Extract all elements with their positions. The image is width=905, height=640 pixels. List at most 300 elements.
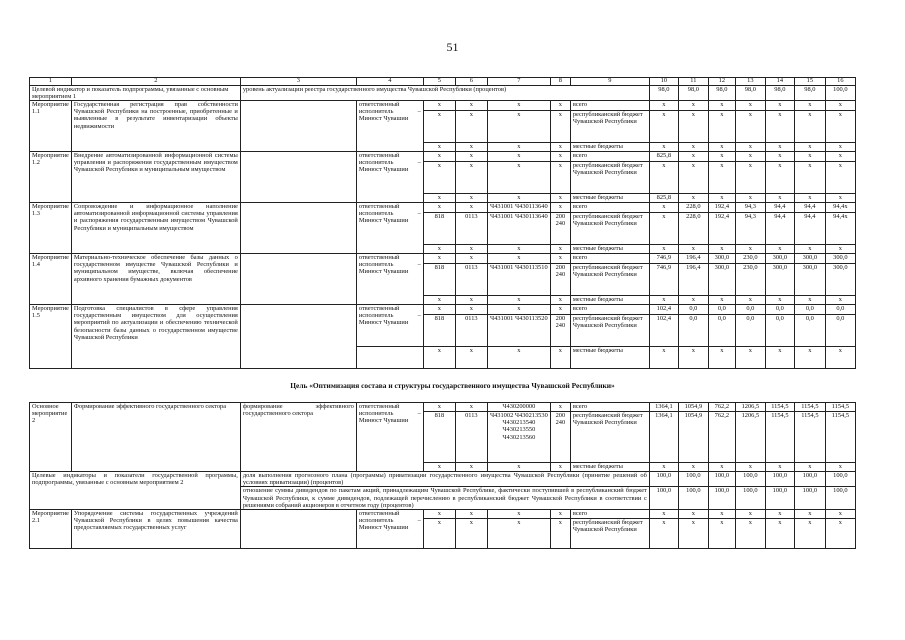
column-number: 6 — [455, 78, 487, 86]
year-value: x — [735, 245, 765, 254]
year-value: x — [765, 194, 794, 203]
measure-id: Мероприятие 2.1 — [30, 509, 72, 548]
measure-responsible: ответственный исполнитель – Минюст Чувашии — [356, 254, 423, 305]
year-value: 94,4 — [765, 213, 794, 245]
funding-source: всего — [570, 152, 649, 162]
year-value: x — [708, 509, 735, 518]
target-article-code: x — [487, 254, 550, 264]
section-code: x — [455, 509, 487, 518]
target-article-code: Ч431001 Ч430113640 — [487, 213, 550, 245]
year-value: x — [735, 143, 765, 152]
year-value: 0,0 — [735, 305, 765, 315]
target-article-code: x — [487, 518, 550, 548]
indicator2-value: 100,0 — [649, 487, 678, 510]
year-value: 0,0 — [765, 305, 794, 315]
measure-description: Формирование эффективного государственного сектора — [71, 403, 240, 472]
indicator1-value: 98,0 — [794, 85, 825, 100]
indicator2-text: доля выполнения прогнозного плана (программы) приватизации государственного имущества Чувашской Республики (принятие решений об условиях приватизации) (процентов) — [240, 472, 649, 487]
year-value: x — [825, 296, 855, 305]
goal-title: Цель «Оптимизация состава и структуры государственного имущества Чувашской Республики» — [290, 381, 615, 390]
expense-type-code: 200 240 — [550, 264, 570, 296]
gov-code: x — [423, 203, 455, 213]
year-value: x — [735, 347, 765, 369]
indicator1-value: 98,0 — [649, 85, 678, 100]
target-article-code: x — [487, 245, 550, 254]
year-value: 102,4 — [649, 305, 678, 315]
year-value: 0,0 — [708, 315, 735, 347]
gov-code: 818 — [423, 264, 455, 296]
year-value: x — [678, 518, 708, 548]
year-value: x — [649, 509, 678, 518]
target-article-code: x — [487, 347, 550, 369]
year-value: x — [794, 245, 825, 254]
expense-type-code: x — [550, 143, 570, 152]
measure-id: Мероприятие 1.1 — [30, 101, 72, 152]
column-number: 16 — [825, 78, 855, 86]
target-article-code: x — [487, 143, 550, 152]
measure-description: Сопровождение и информационное наполнение автоматизированной информационной системы управления и распоряжения государственным имуществом Чувашской Республики и муниципальным имуществом — [71, 203, 240, 254]
year-value: x — [825, 111, 855, 143]
indicator2-value: 100,0 — [825, 487, 855, 510]
year-value: x — [735, 162, 765, 194]
target-article-code: x — [487, 509, 550, 518]
indicator2-value: 100,0 — [678, 472, 708, 487]
year-value: 228,0 — [678, 203, 708, 213]
column-number-row — [30, 78, 856, 86]
section-code: 0113 — [455, 213, 487, 245]
column-number: 11 — [678, 78, 708, 86]
year-value: x — [678, 347, 708, 369]
year-value: 300,0 — [765, 264, 794, 296]
section-code: x — [455, 518, 487, 548]
year-value: 0,0 — [765, 315, 794, 347]
year-value: x — [765, 245, 794, 254]
program-table-part1 — [29, 77, 856, 369]
year-value: x — [708, 245, 735, 254]
table-row — [30, 509, 856, 518]
year-value: x — [678, 463, 708, 472]
year-value: x — [794, 111, 825, 143]
year-value: 94,3 — [735, 203, 765, 213]
year-value: 1206,5 — [735, 412, 765, 463]
measure-goal — [240, 152, 356, 203]
indicator2-value: 100,0 — [765, 487, 794, 510]
year-value: x — [735, 152, 765, 162]
year-value: x — [708, 152, 735, 162]
funding-source: местные бюджеты — [570, 463, 649, 472]
expense-type-code: x — [550, 403, 570, 412]
year-value: x — [649, 347, 678, 369]
year-value: 825,8 — [649, 194, 678, 203]
indicator2-label: Целевые индикаторы и показатели государственной программы, подпрограммы, увязанные с основным мероприятием 2 — [30, 472, 241, 510]
funding-source: всего — [570, 203, 649, 213]
column-number: 13 — [735, 78, 765, 86]
year-value: 230,0 — [735, 254, 765, 264]
indicator1-text: уровень актуализации реестра государственного имущества Чувашской Республики (процентов) — [240, 85, 649, 100]
target-article-code: Ч431001 Ч430113640 — [487, 203, 550, 213]
year-value: x — [765, 101, 794, 111]
year-value: 300,0 — [794, 254, 825, 264]
measure-responsible: ответственный исполнитель – Минюст Чувашии — [356, 403, 423, 472]
year-value: 1154,5 — [794, 403, 825, 412]
year-value: 1206,5 — [735, 403, 765, 412]
year-value: x — [649, 203, 678, 213]
indicator2-value: 100,0 — [794, 487, 825, 510]
year-value: x — [825, 194, 855, 203]
year-value: 300,0 — [825, 264, 855, 296]
year-value: 0,0 — [708, 305, 735, 315]
year-value: 94,4 — [794, 213, 825, 245]
year-value: x — [735, 101, 765, 111]
section-code: x — [455, 296, 487, 305]
year-value: x — [735, 463, 765, 472]
column-number: 14 — [765, 78, 794, 86]
funding-source: республиканский бюджет Чувашской Республики — [570, 315, 649, 347]
funding-source: местные бюджеты — [570, 347, 649, 369]
measure-responsible: ответственный исполнитель – Минюст Чувашии — [356, 305, 423, 347]
year-value: 102,4 — [649, 315, 678, 347]
year-value: 746,9 — [649, 254, 678, 264]
funding-source: республиканский бюджет Чувашской Республики — [570, 264, 649, 296]
year-value: x — [678, 152, 708, 162]
target-article-code: x — [487, 305, 550, 315]
year-value: 300,0 — [708, 264, 735, 296]
funding-source: всего — [570, 305, 649, 315]
gov-code: 818 — [423, 213, 455, 245]
year-value: x — [708, 111, 735, 143]
column-number: 2 — [71, 78, 240, 86]
measure-goal — [240, 101, 356, 152]
indicator2-value: 100,0 — [649, 472, 678, 487]
expense-type-code: 200 240 — [550, 412, 570, 463]
program-table-part2 — [29, 402, 856, 549]
column-number: 1 — [30, 78, 72, 86]
measure-responsible: ответственный исполнитель – Минюст Чувашии — [356, 152, 423, 203]
year-value: x — [649, 101, 678, 111]
year-value: x — [765, 347, 794, 369]
year-value: 300,0 — [708, 254, 735, 264]
year-value: 300,0 — [794, 264, 825, 296]
year-value: x — [794, 509, 825, 518]
year-value: 1154,5 — [765, 412, 794, 463]
year-value: 1154,5 — [825, 403, 855, 412]
year-value: x — [708, 143, 735, 152]
year-value: x — [678, 245, 708, 254]
year-value: 192,4 — [708, 213, 735, 245]
year-value: x — [708, 518, 735, 548]
section-code: x — [455, 203, 487, 213]
funding-source: республиканский бюджет Чувашской Республики — [570, 111, 649, 143]
expense-type-code: 200 240 — [550, 315, 570, 347]
year-value: 746,9 — [649, 264, 678, 296]
funding-source: республиканский бюджет Чувашской Республики — [570, 162, 649, 194]
column-number: 10 — [649, 78, 678, 86]
year-value: 0,0 — [678, 305, 708, 315]
year-value: 94,4x — [825, 203, 855, 213]
year-value: 0,0 — [735, 315, 765, 347]
indicator1-value: 100,0 — [825, 85, 855, 100]
section-code: x — [455, 143, 487, 152]
year-value: 1054,9 — [678, 403, 708, 412]
column-number: 8 — [550, 78, 570, 86]
expense-type-code: x — [550, 296, 570, 305]
measure-id: Мероприятие 1.4 — [30, 254, 72, 305]
section-code: x — [455, 254, 487, 264]
target-article-code: x — [487, 162, 550, 194]
year-value: x — [794, 162, 825, 194]
gov-code: x — [423, 305, 455, 315]
indicator1-row — [30, 85, 856, 100]
year-value: 1364,1 — [649, 412, 678, 463]
year-value: x — [825, 162, 855, 194]
gov-code: x — [423, 403, 455, 412]
gov-code: x — [423, 194, 455, 203]
target-article-code: x — [487, 101, 550, 111]
indicator2-value: 100,0 — [678, 487, 708, 510]
section-code: x — [455, 403, 487, 412]
expense-type-code: x — [550, 463, 570, 472]
section-code: 0113 — [455, 315, 487, 347]
year-value: x — [765, 143, 794, 152]
column-number: 15 — [794, 78, 825, 86]
year-value: x — [794, 101, 825, 111]
page-number: 51 — [446, 40, 459, 54]
year-value: x — [708, 347, 735, 369]
target-article-code: Ч431001 Ч430113520 — [487, 315, 550, 347]
target-article-code: Ч431002 Ч430213530 Ч430213540 Ч430213550 Ч430213560 — [487, 412, 550, 463]
year-value: x — [649, 162, 678, 194]
year-value: 230,0 — [735, 264, 765, 296]
funding-source: республиканский бюджет Чувашской Республики — [570, 213, 649, 245]
section-code: 0113 — [455, 264, 487, 296]
expense-type-code: x — [550, 509, 570, 518]
column-number: 7 — [487, 78, 550, 86]
expense-type-code: x — [550, 162, 570, 194]
year-value: x — [794, 347, 825, 369]
year-value: 192,4 — [708, 203, 735, 213]
measure-description: Государственная регистрация прав собственности Чувашской Республики на построенные, приобретенные и выявленные в результате инвентаризации объекты недвижимости — [71, 101, 240, 152]
measure-description: Упорядочение системы государственных учреждений Чувашской Республики в целях повышения качества предоставляемых государственных услуг — [71, 509, 240, 548]
year-value: 1054,9 — [678, 412, 708, 463]
year-value: 0,0 — [825, 315, 855, 347]
year-value: x — [825, 518, 855, 548]
year-value: x — [649, 143, 678, 152]
indicator2-value: 100,0 — [735, 487, 765, 510]
year-value: 300,0 — [765, 254, 794, 264]
year-value: 94,4x — [825, 213, 855, 245]
gov-code: x — [423, 254, 455, 264]
expense-type-code: 200 240 — [550, 213, 570, 245]
year-value: 300,0 — [825, 254, 855, 264]
column-number: 12 — [708, 78, 735, 86]
gov-code: x — [423, 162, 455, 194]
column-number: 4 — [356, 78, 423, 86]
gov-code: 818 — [423, 315, 455, 347]
table-row — [30, 254, 856, 264]
year-value: x — [735, 111, 765, 143]
gov-code: x — [423, 347, 455, 369]
column-number: 5 — [423, 78, 455, 86]
year-value: x — [649, 213, 678, 245]
year-value: x — [825, 152, 855, 162]
indicator1-value: 98,0 — [708, 85, 735, 100]
measure-description: Подготовка специалистов в сфере управления государственным имуществом для осуществления мероприятий по актуализации и обеспечению технической безопасности базы данных о государственном имуществе Чувашской Республики — [71, 305, 240, 369]
gov-code: x — [423, 143, 455, 152]
measure-goal — [240, 203, 356, 254]
funding-source: республиканский бюджет Чувашской Республики — [570, 518, 649, 548]
year-value: x — [678, 509, 708, 518]
section-code: 0113 — [455, 412, 487, 463]
year-value: 94,4 — [794, 203, 825, 213]
year-value: x — [794, 296, 825, 305]
measure-responsible: ответственный исполнитель – Минюст Чувашии — [356, 509, 423, 548]
indicator2-value: 100,0 — [735, 472, 765, 487]
indicator2-value: 100,0 — [708, 487, 735, 510]
column-number: 9 — [570, 78, 649, 86]
year-value: x — [708, 101, 735, 111]
measure-goal — [240, 509, 356, 548]
measure-description: Материально-техническое обеспечение базы данных о государственном имуществе Чувашской Республики и муниципальном имуществе, включая обеспечение архивного хранения бумажных документов — [71, 254, 240, 305]
target-article-code: x — [487, 152, 550, 162]
year-value: x — [794, 152, 825, 162]
gov-code: x — [423, 518, 455, 548]
year-value: x — [825, 463, 855, 472]
section-code: x — [455, 463, 487, 472]
target-article-code: x — [487, 194, 550, 203]
year-value: x — [649, 518, 678, 548]
gov-code: x — [423, 101, 455, 111]
year-value: x — [735, 296, 765, 305]
measure-description: Внедрение автоматизированной информационной системы управления и распоряжения государственным имуществом Чувашской Республики и муниципальным имуществом — [71, 152, 240, 203]
section-code: x — [455, 245, 487, 254]
year-value: x — [825, 509, 855, 518]
measure-goal — [240, 305, 356, 369]
year-value: x — [765, 162, 794, 194]
year-value: x — [794, 463, 825, 472]
expense-type-code: x — [550, 203, 570, 213]
funding-source: всего — [570, 509, 649, 518]
gov-code: x — [423, 296, 455, 305]
measure-responsible: ответственный исполнитель – Минюст Чувашии — [356, 101, 423, 152]
year-value: x — [825, 347, 855, 369]
year-value: x — [765, 463, 794, 472]
expense-type-code: x — [550, 245, 570, 254]
year-value: x — [678, 143, 708, 152]
year-value: 1154,5 — [765, 403, 794, 412]
year-value: 762,2 — [708, 412, 735, 463]
year-value: 228,0 — [678, 213, 708, 245]
year-value: x — [678, 296, 708, 305]
measure-id: Основное мероприятие 2 — [30, 403, 72, 472]
gov-code: x — [423, 509, 455, 518]
indicator2-value: 100,0 — [825, 472, 855, 487]
indicator1-value: 98,0 — [765, 85, 794, 100]
column-number: 3 — [240, 78, 356, 86]
funding-source: всего — [570, 254, 649, 264]
table-row — [30, 152, 856, 162]
year-value: x — [765, 152, 794, 162]
measure-goal — [240, 254, 356, 305]
funding-source: местные бюджеты — [570, 296, 649, 305]
year-value: x — [794, 143, 825, 152]
year-value: x — [708, 194, 735, 203]
table-row — [30, 101, 856, 111]
year-value: x — [765, 296, 794, 305]
year-value: x — [735, 194, 765, 203]
year-value: x — [825, 245, 855, 254]
measure-id: Мероприятие 1.5 — [30, 305, 72, 369]
year-value: x — [765, 111, 794, 143]
year-value: 1154,5 — [825, 412, 855, 463]
gov-code: 818 — [423, 412, 455, 463]
target-article-code: x — [487, 111, 550, 143]
year-value: 196,4 — [678, 254, 708, 264]
indicator2-text: отношение суммы дивидендов по пакетам акций, принадлежащим Чувашской Республике, фактически поступившей в республиканский бюджет Чувашской Республики, к сумме дивидендов, подлежащей перечислению в республиканский бюджет Чувашской Республики в соответствии с решениями собраний акционеров в отчетном году (процентов) — [240, 487, 649, 510]
indicator2-row — [30, 472, 856, 487]
year-value: x — [708, 463, 735, 472]
year-value: x — [678, 111, 708, 143]
measure-responsible: ответственный исполнитель – Минюст Чувашии — [356, 203, 423, 254]
year-value: 0,0 — [794, 305, 825, 315]
table-row — [30, 203, 856, 213]
year-value: x — [649, 296, 678, 305]
target-article-code: Ч431001 Ч430113510 — [487, 264, 550, 296]
gov-code: x — [423, 152, 455, 162]
year-value: x — [649, 245, 678, 254]
gov-code: x — [423, 111, 455, 143]
year-value: 762,2 — [708, 403, 735, 412]
expense-type-code: x — [550, 111, 570, 143]
year-value: 1364,1 — [649, 403, 678, 412]
year-value: 0,0 — [794, 315, 825, 347]
year-value: x — [678, 194, 708, 203]
year-value: x — [649, 111, 678, 143]
funding-source: местные бюджеты — [570, 143, 649, 152]
indicator1-value: 98,0 — [735, 85, 765, 100]
year-value: x — [708, 162, 735, 194]
year-value: x — [794, 518, 825, 548]
year-value: 0,0 — [825, 305, 855, 315]
funding-source: всего — [570, 101, 649, 111]
target-article-code: x — [487, 296, 550, 305]
indicator1-value: 98,0 — [678, 85, 708, 100]
indicator1-label: Целевой индикатор и показатель подпрограммы, увязанные с основным мероприятием 1 — [30, 85, 241, 100]
year-value: x — [649, 463, 678, 472]
year-value: x — [765, 509, 794, 518]
year-value: x — [825, 101, 855, 111]
expense-type-code: x — [550, 194, 570, 203]
measure-id: Мероприятие 1.3 — [30, 203, 72, 254]
funding-source: местные бюджеты — [570, 245, 649, 254]
expense-type-code: x — [550, 518, 570, 548]
year-value: x — [765, 518, 794, 548]
measure-id: Мероприятие 1.2 — [30, 152, 72, 203]
table-row — [30, 403, 856, 412]
funding-source: всего — [570, 403, 649, 412]
indicator2-value: 100,0 — [708, 472, 735, 487]
year-value: 825,8 — [649, 152, 678, 162]
year-value: x — [735, 518, 765, 548]
target-article-code: Ч430200000 — [487, 403, 550, 412]
year-value: 94,3 — [735, 213, 765, 245]
measure-goal: формирование эффективного государственного сектора — [240, 403, 356, 472]
expense-type-code: x — [550, 101, 570, 111]
expense-type-code: x — [550, 347, 570, 369]
year-value: 196,4 — [678, 264, 708, 296]
section-code: x — [455, 152, 487, 162]
year-value: 1154,5 — [794, 412, 825, 463]
year-value: x — [825, 143, 855, 152]
